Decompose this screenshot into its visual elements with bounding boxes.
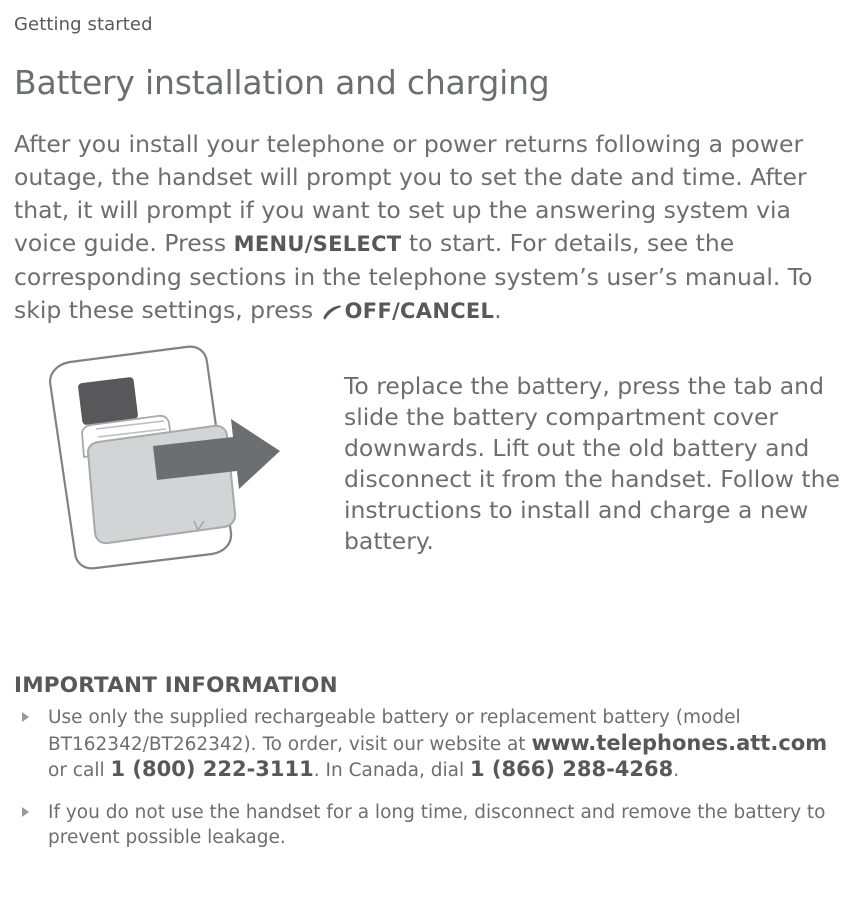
- bullet-marker-icon: [22, 807, 29, 817]
- bullet-text: If you do not use the handset for a long time, disconnect and remove the battery to prevent possible leakage.: [48, 801, 826, 848]
- intro-paragraph: [14, 128, 848, 329]
- important-information-list: [14, 705, 850, 867]
- phone-handset-icon: [321, 296, 343, 329]
- handset-illustration: [18, 345, 328, 590]
- section-eyebrow: Getting started: [14, 14, 153, 35]
- page-title: Battery installation and charging: [14, 63, 550, 103]
- intro-text-2: to start. For details, see the corresponding sections in the telephone system’s user’s manual. To skip these settings, press: [14, 228, 813, 324]
- important-information-heading: IMPORTANT INFORMATION: [14, 673, 338, 698]
- middle-block: [0, 345, 861, 595]
- list-item: [14, 800, 850, 851]
- bullet-text: Use only the supplied rechargeable battery or replacement battery (model BT162342/BT262342). To order, visit our website at www.telephones.att.com or call 1 (800) 222-3111. In Canada, dial 1 (866) 288-4268.: [48, 707, 828, 781]
- intro-text-1: After you install your telephone or power returns following a power outage, the handset will prompt you to set the date and time. After that, it will prompt if you want to set up the answering system via voice guide. Press: [14, 129, 807, 257]
- battery-replacement-text: To replace the battery, press the tab and slide the battery compartment cover downwards. Lift out the old battery and disconnect it from the handset. Follow the instructions to install and charge a new battery.: [344, 371, 840, 555]
- bullet-marker-icon: [22, 712, 29, 722]
- intro-text-3: .: [494, 295, 502, 324]
- off-cancel-key-label: OFF/CANCEL: [344, 298, 495, 323]
- list-item: [14, 705, 850, 784]
- menu-select-key-label: MENU/SELECT: [233, 231, 402, 256]
